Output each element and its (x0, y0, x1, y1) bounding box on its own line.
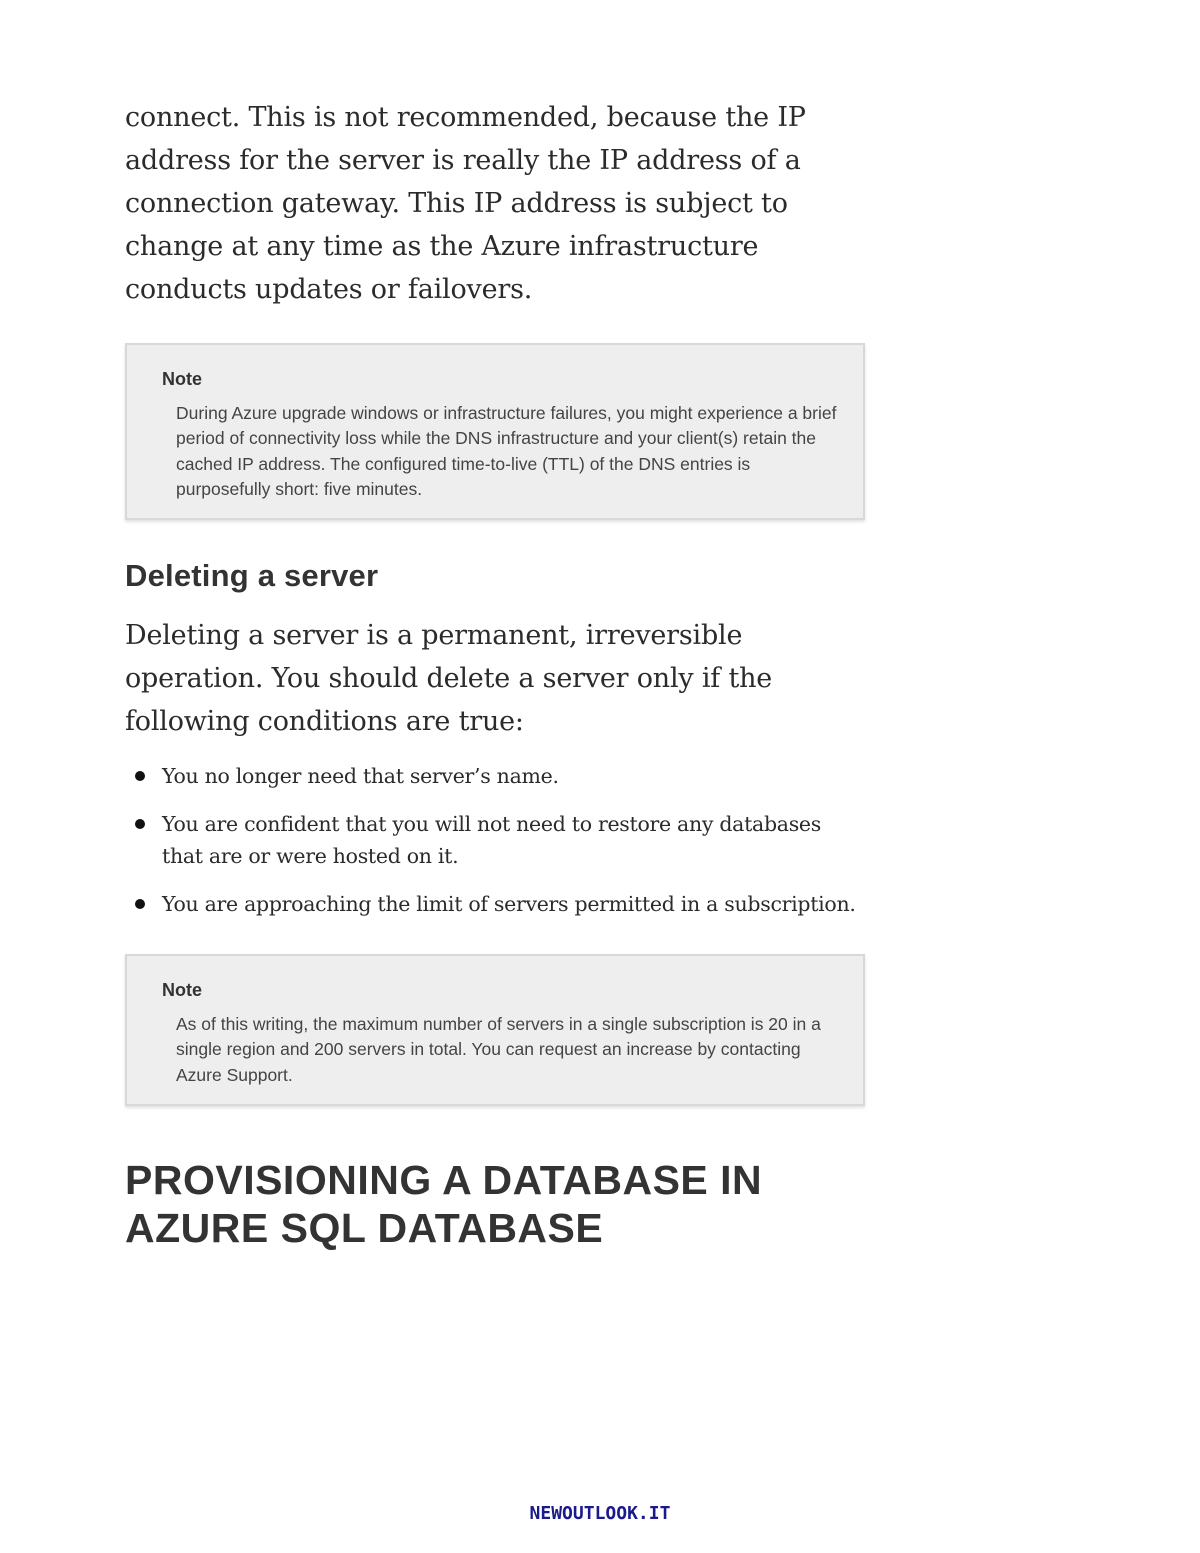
deleting-server-paragraph: Deleting a server is a permanent, irreversible operation. You should delete a server only if the following conditions are true: (125, 620, 773, 737)
note-box-server-limits (125, 954, 865, 1106)
chapter-heading: PROVISIONING A DATABASE IN AZURE SQL DATABASE (125, 1157, 763, 1251)
list-item-text: You no longer need that server’s name. (162, 764, 559, 788)
list-item (125, 760, 865, 792)
bullet-icon (135, 819, 145, 829)
list-item-text: You are approaching the limit of servers permitted in a subscription. (162, 892, 856, 916)
footer-watermark[interactable]: NEWOUTLOOK.IT (529, 1503, 671, 1524)
bullet-icon (135, 771, 145, 781)
conditions-list (125, 760, 865, 936)
list-item-text: You are confident that you will not need to restore any databases that are or were hosted on it. (162, 812, 821, 868)
bullet-icon (135, 899, 145, 909)
list-item (125, 888, 865, 920)
note-text: As of this writing, the maximum number of servers in a single subscription is 20 in a single region and 200 servers in total. You can request an increase by contacting Azure Support. (176, 1014, 821, 1085)
note-title: Note (162, 369, 202, 389)
section-heading-deleting-server: Deleting a server (125, 558, 379, 593)
intro-paragraph: connect. This is not recommended, because the IP address for the server is really the IP address of a connection gateway. This IP address is subject to change at any time as the Azure infrastructure conducts updates or failovers. (125, 102, 806, 305)
note-title: Note (162, 980, 202, 1000)
list-item (125, 808, 865, 872)
note-text: During Azure upgrade windows or infrastructure failures, you might experience a brief period of connectivity loss while the DNS infrastructure and your client(s) retain the cached IP address. The configured time-to-live (TTL) of the DNS entries is purposefully short: five minutes. (176, 403, 837, 499)
note-box-dns (125, 343, 865, 520)
